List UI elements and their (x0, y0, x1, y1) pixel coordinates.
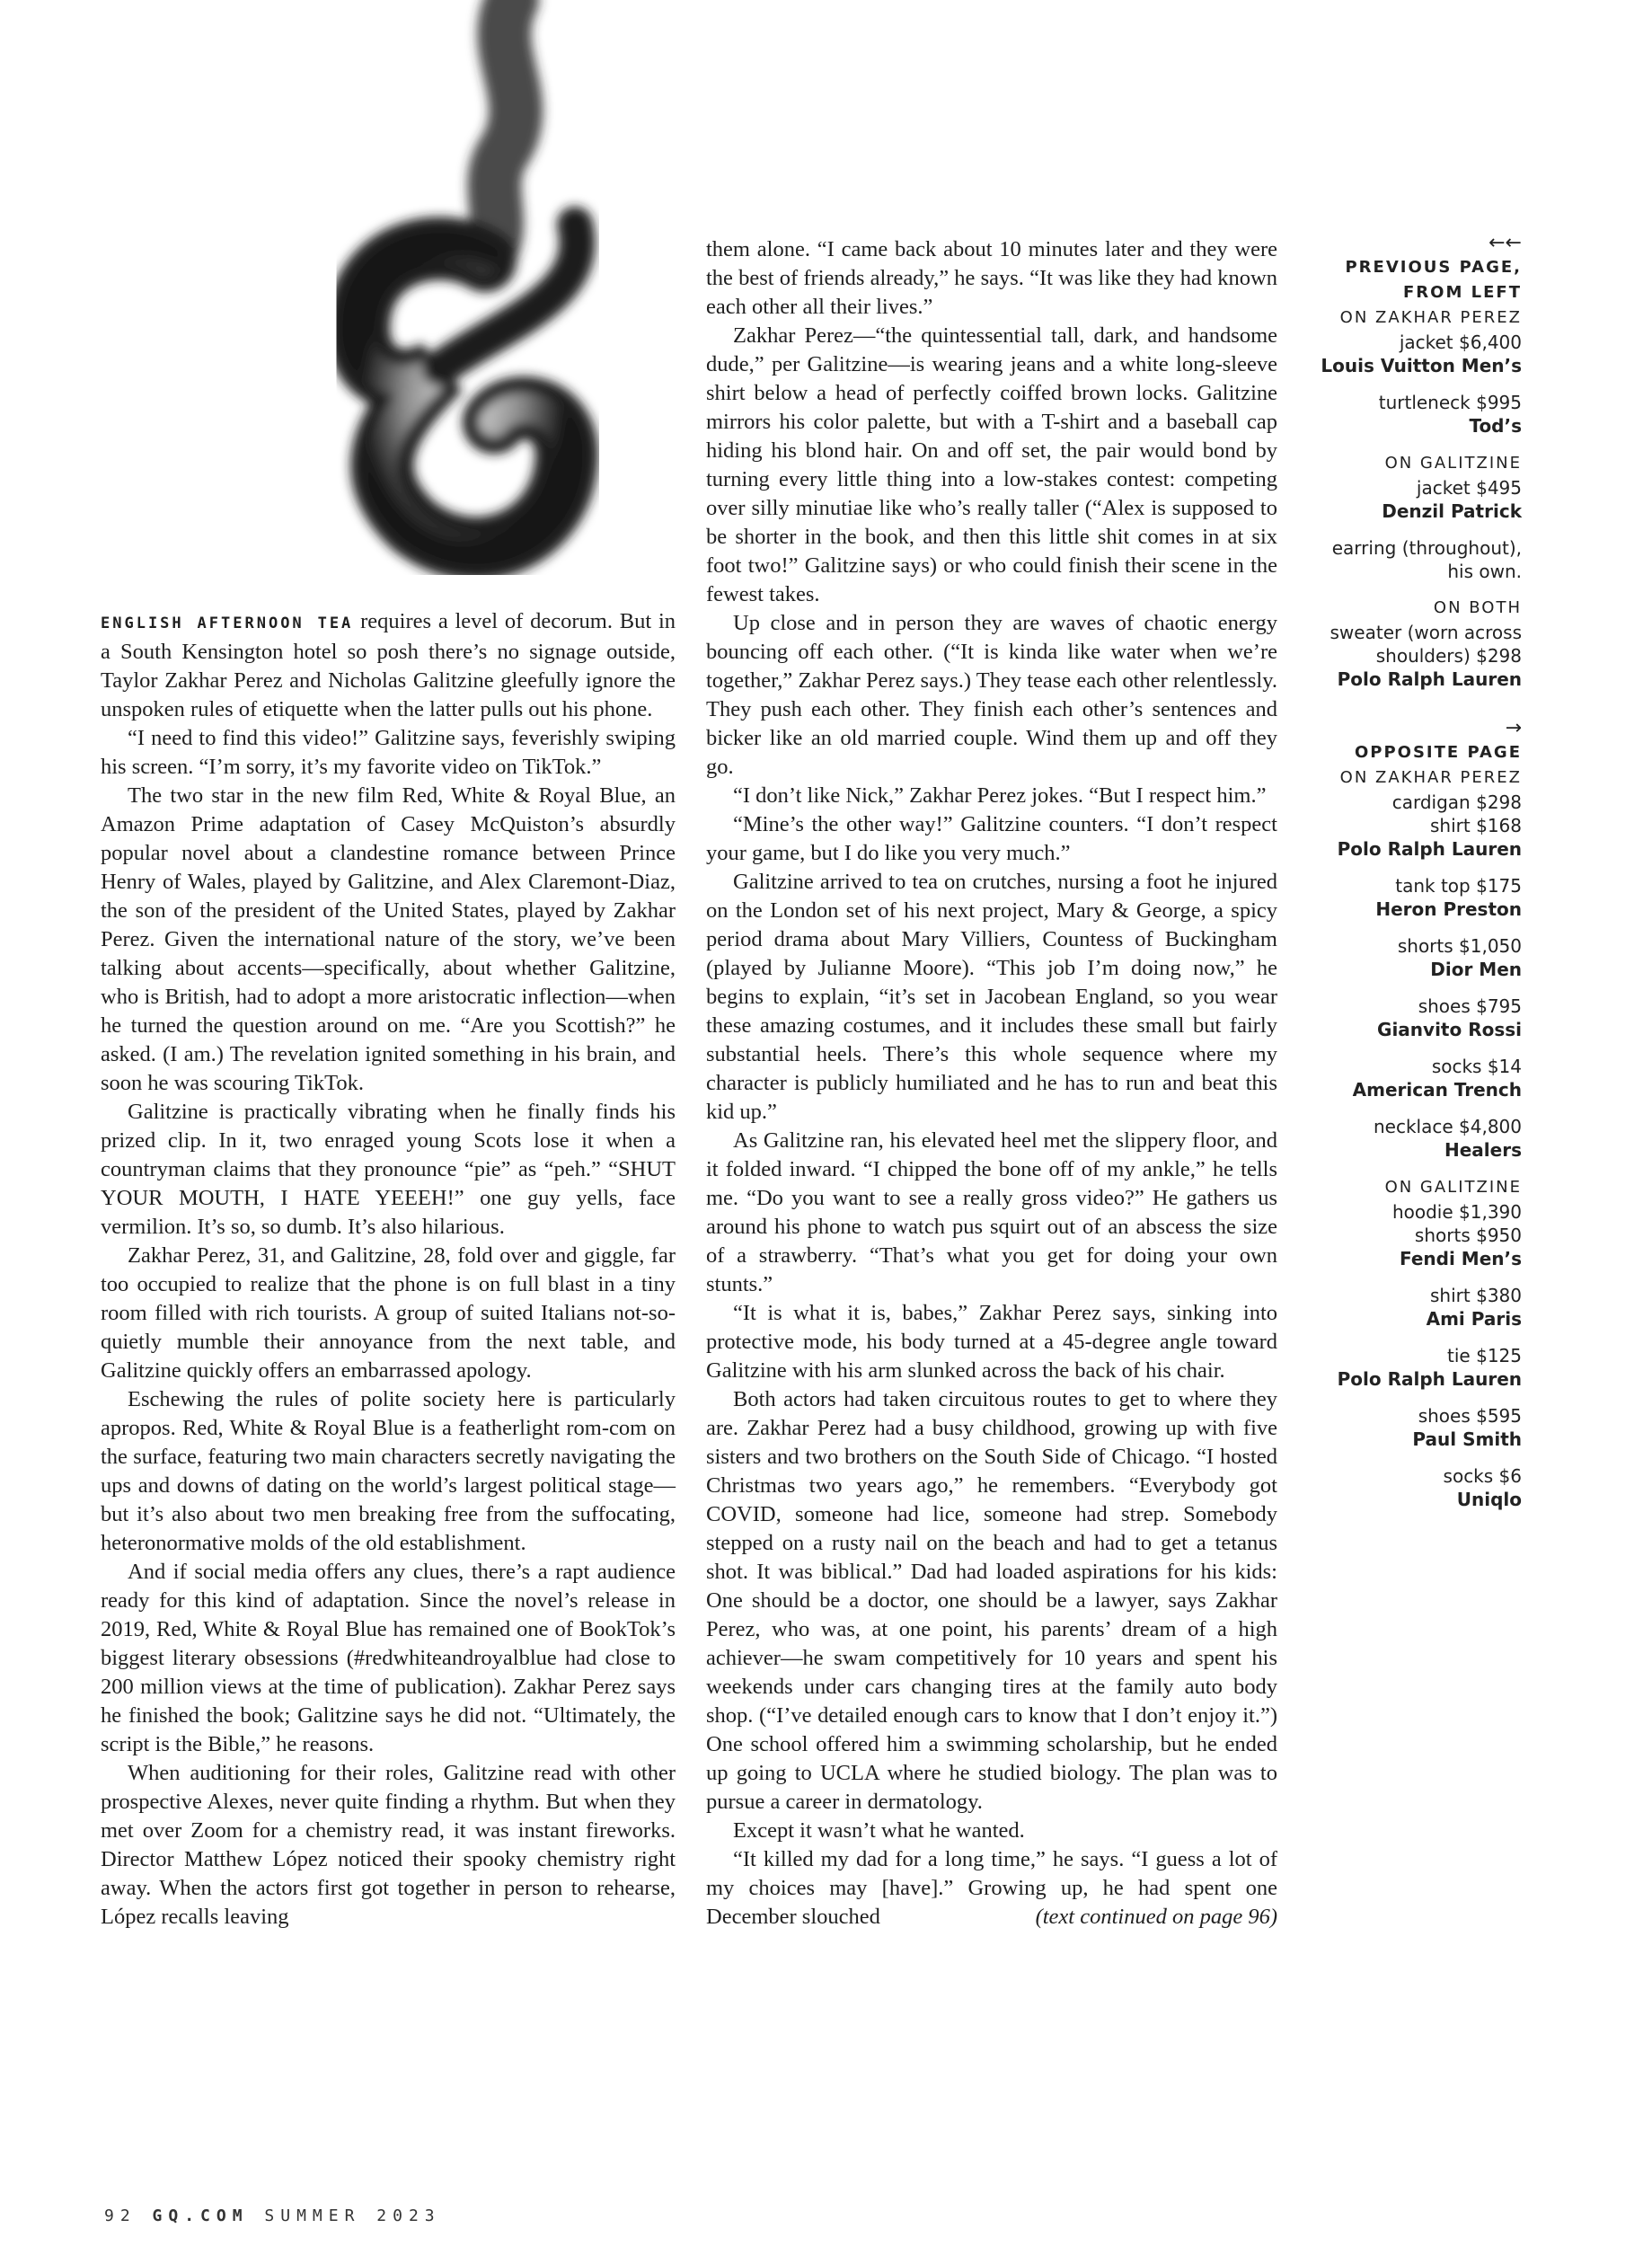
page-footer (104, 2206, 441, 2225)
paragraph: “I need to find this video!” Galitzine says, feverishly swiping his screen. “I’m sorry, it’s my favorite video on TikTok.” (101, 726, 676, 779)
paragraph: “It is what it is, babes,” Zakhar Perez says, sinking into protective mode, his body turned at a 45-degree angle toward Galitzine with his arm slunked across the back of his chair. (706, 1301, 1277, 1383)
paragraph: “I don’t like Nick,” Zakhar Perez jokes. “But I respect him.” (733, 783, 1267, 808)
fashion-credits: ←← PREVIOUS PAGE, FROM LEFT ON ZAKHAR PEREZ jacket $6,400 Louis Vuitton Men’s turtleneck $995 Tod’s ON GALITZINE jacket $495 Denzil Patrick earring (throughout), his own. ON BOTH sweater (worn across shoulders) $298 Polo Ralph Lauren → OPPOSITE PAGE ON ZAKHAR PEREZ cardigan $298 shirt $168 Polo Ralph Lauren tank top $175 Heron Preston shorts $1,050 Dior Men shoes $795 Gianvito Rossi socks $14 American Trench necklace $4,800 Healers ON GALITZINE hoodie $1,390 shorts $950 Fendi Men’s shirt $380 Ami Paris tie $125 Polo Ralph Lauren shoes $595 Paul Smith socks $6 Uniqlo (1297, 232, 1522, 1525)
paragraph: Zakhar Perez—“the quintessential tall, dark, and handsome dude,” per Galitzine—is wearing jeans and a white long-sleeve shirt below a head of perfectly coiffed brown locks. Galitzine mirrors his color palette, but with a T-shirt and a baseball cap hiding his blond hair. On and off set, the pair would bond by turning every little thing into a low-stakes contest: competing over silly minutiae like who’s really taller (“Alex is supposed to be shorter in the book, and then this little shit comes in at six foot two!” Galitzine says) or who could finish their scene in the fewest takes. (706, 323, 1277, 606)
continued-note: (text continued on page 96) (1035, 1905, 1277, 1929)
paragraph: ENGLISH AFTERNOON TEA requires a level of decorum. But in a South Kensington hotel so posh there’s no signage outside, Taylor Zakhar Perez and Nicholas Galitzine gleefully ignore the unspoken rules of etiquette when the latter pulls out his phone. (101, 609, 676, 721)
arrow-right-icon: → (1505, 717, 1522, 739)
paragraph: Galitzine arrived to tea on crutches, nursing a foot he injured on the London set of his next project, Mary & George, a spicy period drama about Mary Villiers, Countess of Buckingham (played by Julianne Moore). “This job I’m doing now,” he begins to explain, “it’s set in Jacobean England, so you wear these amazing costumes, and it includes these small but fairly substantial heels. There’s this whole sequence where my character is publicly humiliated and he has to run and beat this kid up.” (706, 870, 1277, 1124)
paragraph: Except it wasn’t what he wanted. (733, 1818, 1025, 1843)
paragraph: Up close and in person they are waves of chaotic energy bouncing off each other. (“It is kinda like water when we’re together,” Zakhar Perez says.) They tease each other relentlessly. They push each other. They finish each other’s sentences and bicker like an old married couple. Wind them up and off they go. (706, 611, 1277, 779)
paragraph: Both actors had taken circuitous routes to get to where they are. Zakhar Perez had a busy childhood, growing up with five sisters and two brothers on the South Side of Chicago. “I hosted Christmas two years ago,” he remembers. “Everybody got COVID, someone had lice, someone had strep. Somebody stepped on a rusty nail on the beach and had to get a tetanus shot. It was biblical.” Dad had loaded aspirations for his kids: One should be a doctor, one should be a lawyer, says Zakhar Perez, who was, at one point, his parents’ dream of a high achiever—he swam competitively for 10 years and spent his weekends under cars changing tires at the family auto body shop. (“I’ve detailed enough cars to know that I don’t enjoy it.”) One school offered him a swimming scholarship, but he ended up going to UCLA where he studied biology. The plan was to pursue a career in dermatology. (706, 1387, 1277, 1814)
paragraph: When auditioning for their roles, Galitzine read with other prospective Alexes, never quite finding a rhythm. But when they met over Zoom for a chemistry read, it was instant fireworks. Director Matthew López noticed their spooky chemistry right away. When the actors first got together in person to rehearse, López recalls leaving (101, 1761, 676, 1929)
article-column-2 (706, 235, 1277, 1932)
previous-page-credits: ←← PREVIOUS PAGE, FROM LEFT ON ZAKHAR PEREZ jacket $6,400 Louis Vuitton Men’s (1297, 232, 1522, 378)
paragraph: them alone. “I came back about 10 minutes later and they were the best of friends already,” he says. “It was like they had known each other all their lives.” (706, 237, 1277, 319)
paragraph: And if social media offers any clues, there’s a rapt audience ready for this kind of adaptation. Since the novel’s release in 2019, Red, White & Royal Blue has remained one of BookTok’s biggest literary obsessions (#redwhiteandroyalblue had close to 200 million views at the time of publication). Zakhar Perez says he finished the book; Galitzine says he did not. “Ultimately, the script is the Bible,” he reasons. (101, 1560, 676, 1756)
issue-date: SUMMER 2023 (264, 2206, 441, 2225)
paragraph: As Galitzine ran, his elevated heel met the slippery floor, and it folded inward. “I chipped the bone off of my ankle,” he tells me. “Do you want to see a really gross video?” He gathers us around his phone to watch pus squirt out of an abscess the size of a strawberry. “That’s what you get for doing your own stunts.” (706, 1128, 1277, 1296)
paragraph: Zakhar Perez, 31, and Galitzine, 28, fold over and giggle, far too occupied to realize that the phone is on full blast in a tiny room filled with rich tourists. A group of suited Italians not-so-quietly mumble their annoyance from the next table, and Galitzine quickly offers an embarrassed apology. (101, 1243, 676, 1383)
paragraph: The two star in the new film Red, White & Royal Blue, an Amazon Prime adaptation of Casey McQuiston’s absurdly popular novel about a clandestine romance between Prince Henry of Wales, played by Galitzine, and Alex Claremont-Diaz, the son of the president of the United States, played by Zakhar Perez. Given the international nature of the story, we’ve been talking about accents—specifically, about whether Galitzine, who is British, had to adopt a more aristocratic inflection—when he turned the question around on me. “Are you Scottish?” he asked. (I am.) The revelation ignited something in his brain, and soon he was scouring TikTok. (101, 783, 676, 1095)
paragraph: Galitzine is practically vibrating when he finally finds his prized clip. In it, two enraged young Scots lose it when a countryman claims that they pronounce “pie” as “peh.” “SHUT YOUR MOUTH, I HATE YEEEH!” one guy yells, face vermilion. It’s so, so dumb. It’s also hilarious. (101, 1100, 676, 1239)
article-column-1 (101, 607, 676, 1932)
page-number: 92 (104, 2206, 137, 2225)
ampersand-smoke-illustration (216, 0, 701, 575)
paragraph: “It killed my dad for a long time,” he says. “I guess a lot of my choices may [have].” Growing up, he had spent one December slouched (text continued on page 96) (706, 1845, 1277, 1932)
site-name: GQ.COM (152, 2206, 249, 2225)
paragraph: Eschewing the rules of polite society here is particularly apropos. Red, White & Royal Blue is a featherlight rom-com on the surface, featuring two main characters secretly navigating the ups and downs of dating on the world’s largest political stage—but it’s also about two men breaking free from the suffocating, heteronormative molds of the old establishment. (101, 1387, 676, 1555)
opposite-page-credits: → OPPOSITE PAGE ON ZAKHAR PEREZ cardigan $298 shirt $168 Polo Ralph Lauren (1297, 717, 1522, 862)
kicker: ENGLISH AFTERNOON TEA (101, 615, 354, 632)
arrow-left-icon: ←← (1489, 232, 1522, 254)
paragraph: “Mine’s the other way!” Galitzine counters. “I don’t respect your game, but I do like you very much.” (706, 812, 1277, 865)
